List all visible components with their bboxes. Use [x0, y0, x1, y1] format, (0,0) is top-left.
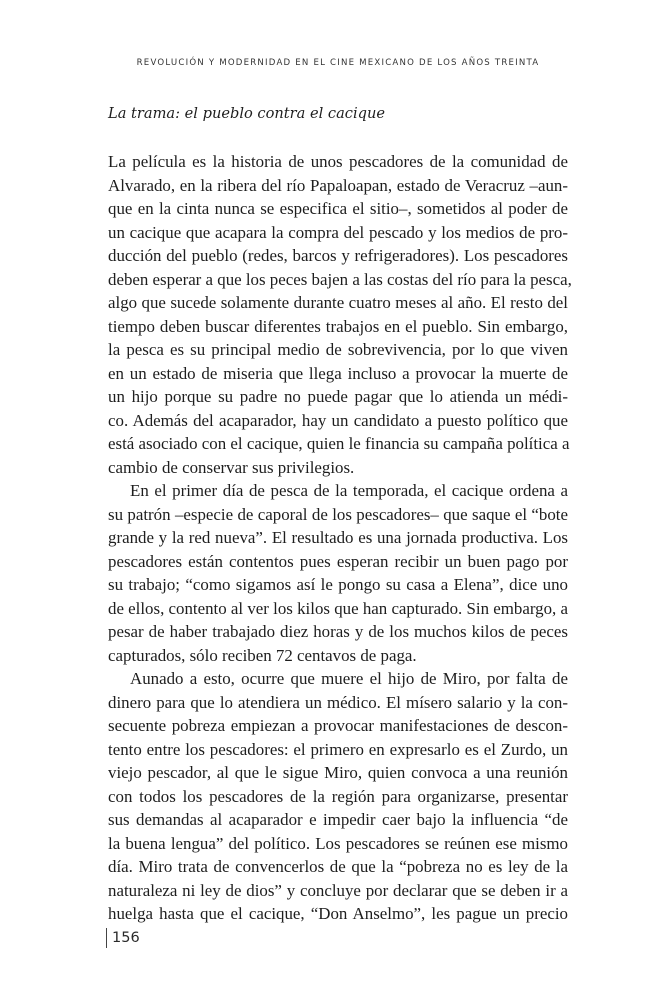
- text-line: huelga hasta que el cacique, “Don Anselmo”, les pague un precio: [108, 904, 568, 923]
- text-line: día. Miro trata de convencerlos de que la “pobreza no es ley de la: [108, 857, 568, 876]
- text-line: viejo pescador, al que le sigue Miro, quien convoca a una reunión: [108, 763, 568, 782]
- text-line: la pesca es su principal medio de sobrevivencia, por lo que viven: [108, 340, 568, 359]
- text-line: capturados, sólo reciben 72 centavos de paga.: [108, 645, 417, 665]
- page-number: 156: [112, 930, 140, 946]
- paragraph-3: [108, 667, 568, 926]
- text-line: algo que sucede solamente durante cuatro meses al año. El resto del: [108, 293, 568, 312]
- paragraph-2: [108, 479, 568, 667]
- text-line: cambio de conservar sus privilegios.: [108, 457, 355, 477]
- text-line: un hijo porque su padre no puede pagar que lo atienda un médi-: [108, 387, 568, 406]
- text-line: secuente pobreza empiezan a provocar manifestaciones de descon-: [108, 716, 568, 735]
- page-folio: [106, 928, 140, 948]
- text-line: tiempo deben buscar diferentes trabajos en el pueblo. Sin embargo,: [108, 316, 568, 336]
- text-line: sus demandas al acaparador e impedir caer bajo la influencia “de: [108, 810, 568, 829]
- body-text: [108, 150, 572, 926]
- text-line: deben esperar a que los peces bajen a las costas del río para la pesca,: [108, 269, 572, 289]
- text-line: pesar de haber trabajado diez horas y de los muchos kilos de peces: [108, 622, 568, 641]
- folio-rule: [106, 928, 107, 948]
- text-line: está asociado con el cacique, quien le financia su campaña política a: [108, 434, 570, 453]
- text-line: su patrón –especie de caporal de los pescadores– que saque el “bote: [108, 504, 568, 524]
- text-line: naturaleza ni ley de dios” y concluye por declarar que se deben ir a: [108, 880, 568, 900]
- text-line: co. Además del acaparador, hay un candidato a puesto político que: [108, 410, 568, 430]
- text-line: Alvarado, en la ribera del río Papaloapan, estado de Veracruz –aun-: [108, 175, 568, 195]
- text-line: dinero para que lo atendiera un médico. El mísero salario y la con-: [108, 692, 568, 712]
- running-head: REVOLUCIÓN Y MODERNIDAD EN EL CINE MEXICANO DE LOS AÑOS TREINTA: [136, 58, 540, 68]
- text-line: grande y la red nueva”. El resultado es una jornada productiva. Los: [108, 528, 568, 547]
- text-line: pescadores están contentos pues esperan recibir un buen pago por: [108, 551, 568, 571]
- text-line: ducción del pueblo (redes, barcos y refrigeradores). Los pescadores: [108, 246, 568, 265]
- text-line: En el primer día de pesca de la temporada, el cacique ordena a: [130, 481, 568, 500]
- text-line: que en la cinta nunca se especifica el sitio–, sometidos al poder de: [108, 199, 568, 218]
- text-line: la buena lengua” del político. Los pescadores se reúnen ese mismo: [108, 833, 568, 853]
- text-line: su trabajo; “como sigamos así le pongo su casa a Elena”, dice uno: [108, 575, 568, 594]
- text-line: tento entre los pescadores: el primero en expresarlo es el Zurdo, un: [108, 739, 568, 759]
- text-line: de ellos, contento al ver los kilos que han capturado. Sin embargo, a: [108, 598, 568, 618]
- text-line: un cacique que acapara la compra del pescado y los medios de pro-: [108, 222, 568, 242]
- text-line: Aunado a esto, ocurre que muere el hijo de Miro, por falta de: [130, 669, 568, 688]
- paragraph-1: [108, 150, 572, 479]
- section-title: La trama: el pueblo contra el cacique: [108, 105, 385, 122]
- text-line: en un estado de miseria que llega incluso a provocar la muerte de: [108, 363, 568, 383]
- text-line: con todos los pescadores de la región para organizarse, presentar: [108, 786, 568, 806]
- text-line: La película es la historia de unos pescadores de la comunidad de: [108, 152, 568, 171]
